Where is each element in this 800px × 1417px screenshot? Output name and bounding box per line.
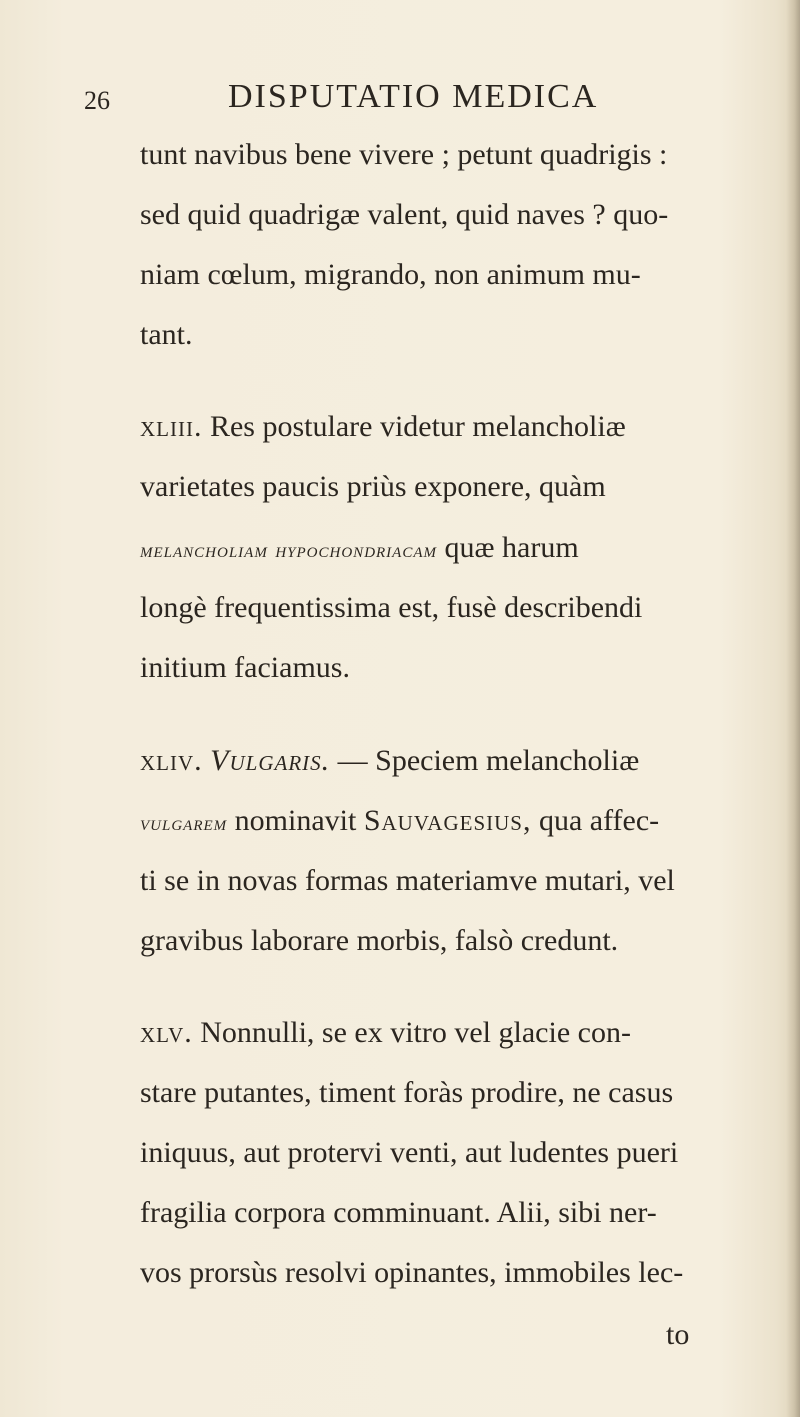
text-line: tant. [140,318,193,351]
section-number: xliii. [140,410,203,443]
text-line: tunt navibus bene vivere ; petunt quadrigis : [140,138,668,171]
text-line: varietates paucis priùs exponere, quàm [140,470,606,503]
text-line: iniquus, aut protervi venti, aut ludentes pueri [140,1136,679,1169]
term-hypochondriacam: hypochondriacam [275,537,438,562]
text-line: niam cœlum, migrando, non animum mu- [140,258,641,291]
text-span: Nonnulli, se ex vitro vel glacie con- [200,1016,631,1049]
page-header [84,78,724,118]
paragraph-xliv-line2 [140,806,659,836]
term-vulgarem: vulgarem [140,810,228,835]
paragraph-xliv-first-line [140,746,639,776]
text-span: — Speciem melancholiæ [337,744,640,777]
text-line: vos prorsùs resolvi opinantes, immobiles lec- [140,1256,684,1289]
paragraph-xlv-first-line [140,1018,631,1048]
text-line: initium faciamus. [140,651,350,684]
text-line: fragilia corpora comminuant. Alii, sibi ner- [140,1196,657,1229]
text-line: gravibus laborare morbis, falsò credunt. [140,924,619,957]
text-line: longè frequentissima est, fusè describendi [140,591,643,624]
text-span: nominavit [234,804,357,837]
text-line: sed quid quadrigæ valent, quid naves ? quo- [140,198,669,231]
text-line: stare putantes, timent foràs prodire, ne casus [140,1076,674,1109]
text-span: quæ harum [444,531,579,564]
text-span: Res postulare videtur melancholiæ [209,410,626,443]
term-melancholiam: melancholiam [140,537,268,562]
text-line: ti se in novas formas materiamve mutari, vel [140,864,675,897]
page-number: 26 [84,86,110,115]
page-edge-shadow [786,0,800,1417]
section-number: xlv. [140,1016,193,1049]
paragraph-xliii-line3 [140,533,579,563]
paragraph-xliii-first-line [140,412,626,442]
catchword: to [666,1318,690,1351]
text-span: qua affec- [538,804,660,837]
section-title-vulgaris: Vulgaris. [210,744,331,777]
running-head: DISPUTATIO MEDICA [228,78,599,115]
author-name: Sauvagesius, [363,804,532,837]
section-number: xliv. [140,744,203,777]
